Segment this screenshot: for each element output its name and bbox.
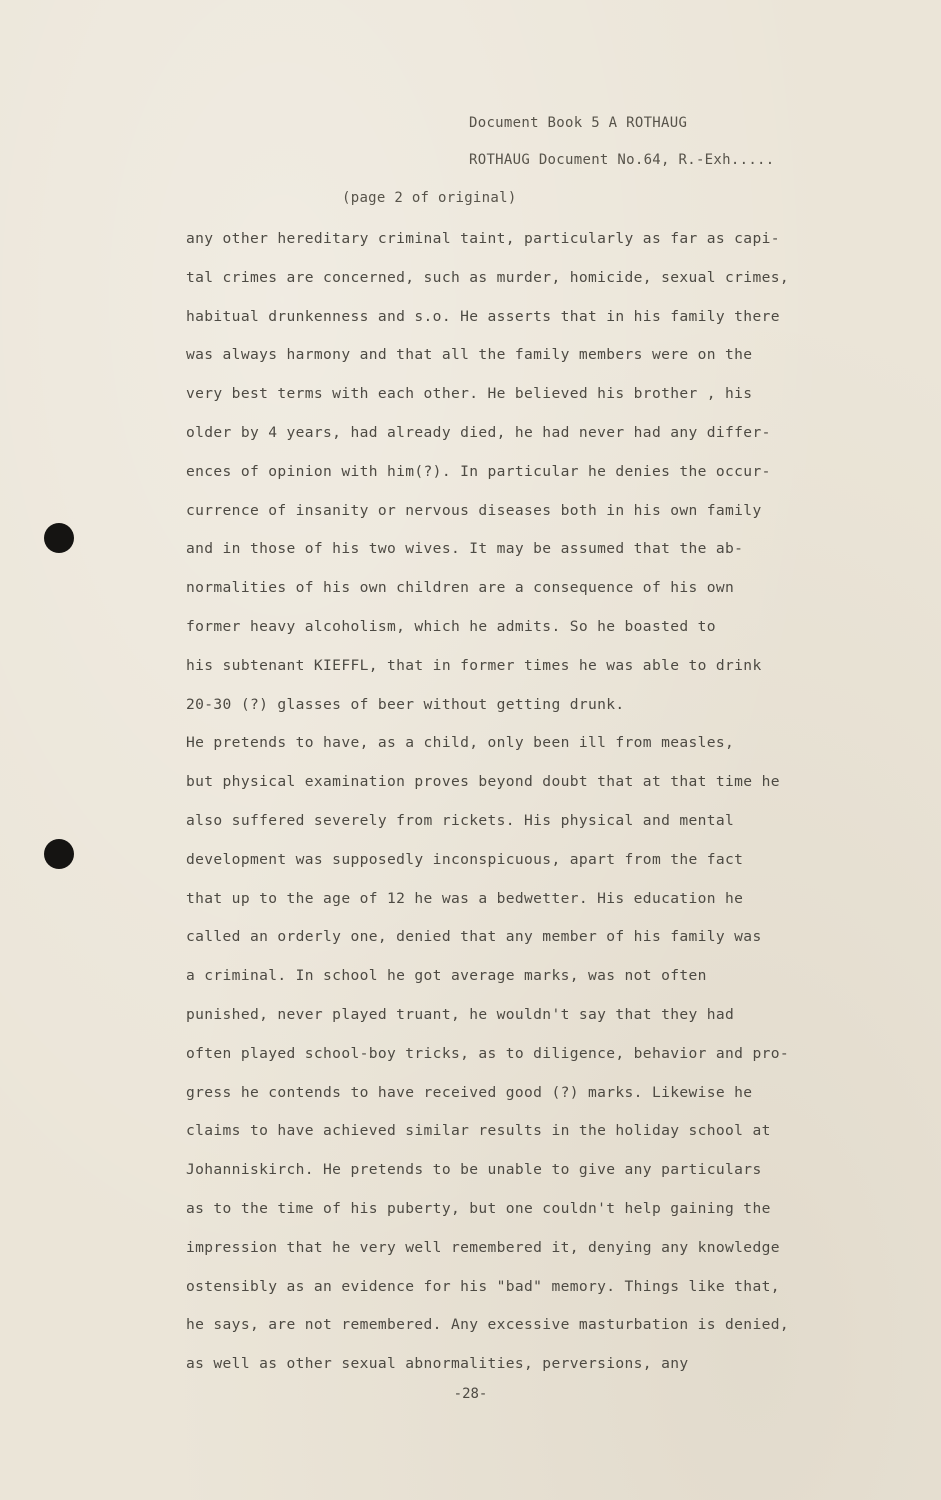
text-line: normalities of his own children are a consequence of his own <box>186 579 735 597</box>
text-line: was always harmony and that all the family members were on the <box>186 346 753 364</box>
text-line: former heavy alcoholism, which he admits. So he boasted to <box>186 617 716 635</box>
text-line: Johanniskirch. He pretends to be unable to give any particulars <box>186 1161 762 1179</box>
text-line: very best terms with each other. He believed his brother , his <box>186 385 753 403</box>
text-line: often played school-boy tricks, as to diligence, behavior and pro- <box>186 1044 789 1062</box>
text-line: he says, are not remembered. Any excessive masturbation is denied, <box>186 1316 789 1334</box>
text-line: as well as other sexual abnormalities, perversions, any <box>186 1355 689 1373</box>
text-line: as to the time of his puberty, but one couldn't help gaining the <box>186 1199 771 1217</box>
page-of-original-note: (page 2 of original) <box>342 190 517 206</box>
text-line: gress he contends to have received good (?) marks. Likewise he <box>186 1083 753 1101</box>
document-number-reference: ROTHAUG Document No.64, R.-Exh..... <box>469 152 775 168</box>
text-line: claims to have achieved similar results in the holiday school at <box>186 1122 771 1140</box>
text-line: also suffered severely from rickets. His physical and mental <box>186 811 735 829</box>
punch-hole-lower <box>44 839 74 869</box>
text-line: but physical examination proves beyond doubt that at that time he <box>186 773 780 791</box>
text-line: 20-30 (?) glasses of beer without getting drunk. <box>186 695 625 713</box>
text-line: that up to the age of 12 he was a bedwetter. His education he <box>186 889 744 907</box>
text-line: impression that he very well remembered it, denying any knowledge <box>186 1238 780 1256</box>
text-line: habitual drunkenness and s.o. He asserts that in his family there <box>186 307 780 325</box>
text-line: development was supposedly inconspicuous, apart from the fact <box>186 850 744 868</box>
text-line: a criminal. In school he got average marks, was not often <box>186 967 707 985</box>
text-line: currence of insanity or nervous diseases both in his own family <box>186 501 762 519</box>
text-line: older by 4 years, had already died, he had never had any differ- <box>186 423 771 441</box>
text-line: ostensibly as an evidence for his "bad" memory. Things like that, <box>186 1277 780 1295</box>
text-line: He pretends to have, as a child, only been ill from measles, <box>186 734 735 752</box>
text-line: his subtenant KIEFFL, that in former times he was able to drink <box>186 656 762 674</box>
punch-hole-upper <box>44 523 74 553</box>
document-book-reference: Document Book 5 A ROTHAUG <box>469 115 688 131</box>
page-number: -28- <box>453 1386 488 1402</box>
text-line: punished, never played truant, he wouldn't say that they had <box>186 1005 735 1023</box>
text-line: called an orderly one, denied that any member of his family was <box>186 928 762 946</box>
text-line: ences of opinion with him(?). In particular he denies the occur- <box>186 462 771 480</box>
document-body <box>186 228 846 1392</box>
text-line: and in those of his two wives. It may be assumed that the ab- <box>186 540 744 558</box>
text-line: tal crimes are concerned, such as murder, homicide, sexual crimes, <box>186 268 789 286</box>
text-line: any other hereditary criminal taint, particularly as far as capi- <box>186 230 780 247</box>
